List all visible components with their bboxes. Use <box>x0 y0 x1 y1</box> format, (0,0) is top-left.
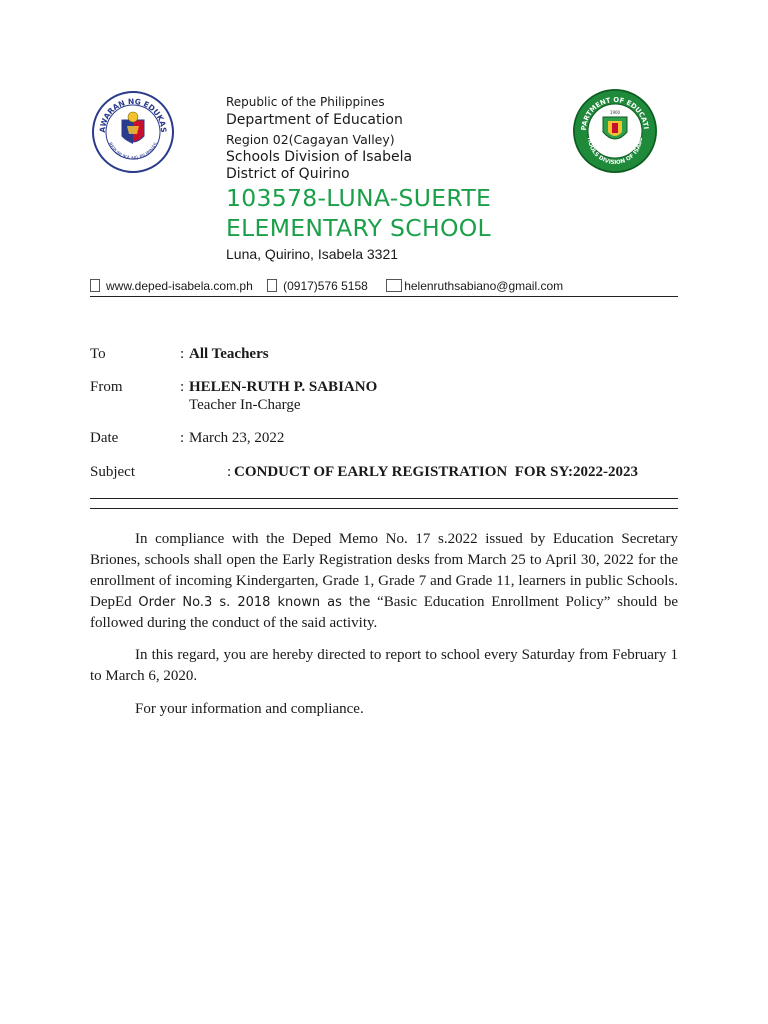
right-seal-top-text: PARTMENT OF EDUCATI <box>579 95 650 131</box>
header-department: Department of Education <box>226 112 403 128</box>
from-colon: : <box>180 379 185 395</box>
subject-divider-bottom <box>90 508 678 509</box>
p1-text-c: “Basic Education Enrollment Policy” should be followed during the conduct of the said activity. <box>90 594 679 631</box>
phone-text: (0917)576 5158 <box>283 279 368 293</box>
phone-icon <box>267 279 277 292</box>
date-colon: : <box>180 430 185 446</box>
subject-label: Subject <box>90 464 135 480</box>
globe-icon <box>90 279 100 292</box>
header-region: Region 02(Cagayan Valley) <box>226 132 395 147</box>
school-name-line2: ELEMENTARY SCHOOL <box>226 214 491 242</box>
deped-seal-logo <box>91 90 175 174</box>
left-seal-bottom-text: REPUBLIKA NG PILIPINAS <box>106 141 160 162</box>
body-paragraph-2: In this regard, you are hereby directed to report to school every Saturday from February 1 to March 6, 2020. <box>90 647 678 684</box>
website-text[interactable]: www.deped-isabela.com.ph <box>106 279 253 293</box>
to-label: To <box>90 346 106 362</box>
email-text[interactable]: helenruthsabiano@gmail.com <box>404 279 564 293</box>
header-divider <box>90 296 678 297</box>
from-label: From <box>90 379 123 395</box>
schools-division-seal-logo <box>572 88 658 174</box>
right-seal-year: 1900 <box>609 110 621 115</box>
right-seal-bottom-text: HOOLS DIVISION OF ISABE <box>585 136 645 167</box>
header-republic: Republic of the Philippines <box>226 95 385 109</box>
envelope-icon <box>386 279 402 292</box>
header-district: District of Quirino <box>226 166 350 182</box>
subject-value: CONDUCT OF EARLY REGISTRATION FOR SY:2022-2023 <box>234 464 638 480</box>
subject-divider-top <box>90 498 678 499</box>
body-paragraph-1 <box>90 529 678 634</box>
left-seal-top-text: AWARAN NG EDUKAS <box>97 96 169 133</box>
school-address: Luna, Quirino, Isabela 3321 <box>226 246 399 262</box>
from-title: Teacher In-Charge <box>189 397 301 413</box>
body-paragraph-3: For your information and compliance. <box>135 701 364 717</box>
date-label: Date <box>90 430 119 446</box>
from-value: HELEN-RUTH P. SABIANO <box>189 379 378 395</box>
date-value: March 23, 2022 <box>189 430 285 446</box>
p1-text-a: In compliance with the Deped Memo No. 17 s.2022 issued by Education Secretary Briones, schools shall open the Early Registration desks from March 25 to April 30, 2022 for the enrollment of incoming Kindergarten, Grade 1, Grade 7 and Grade 11, learners in public Schools. DepEd <box>90 531 678 610</box>
p1-text-b: Order No.3 s. 2018 known as the <box>138 595 371 610</box>
to-colon: : <box>180 346 185 362</box>
school-name-line1: 103578-LUNA-SUERTE <box>226 184 492 212</box>
header-division: Schools Division of Isabela <box>226 149 413 165</box>
subject-colon: : <box>227 464 232 480</box>
contact-line <box>90 279 563 293</box>
to-value: All Teachers <box>189 346 269 362</box>
